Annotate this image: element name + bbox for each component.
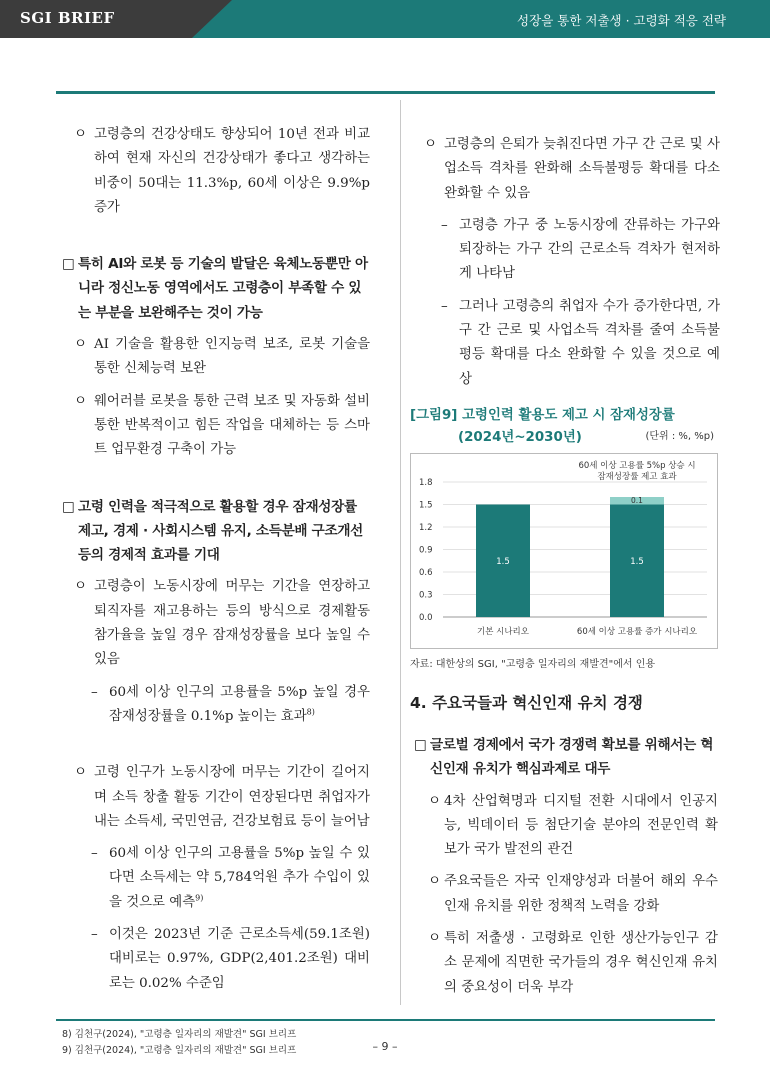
right-bullet-4 <box>410 927 718 1000</box>
right-bullet-1 <box>412 133 720 206</box>
circle-bullet-icon: ㅇ <box>74 127 87 142</box>
left-bullet-5 <box>62 761 370 834</box>
y-tick-label: 0.3 <box>419 590 433 601</box>
right-dash-2 <box>412 295 720 392</box>
right-dash-1 <box>412 214 720 287</box>
y-tick-label: 0.6 <box>419 568 433 578</box>
left-heading-2-text: 고령 인력을 적극적으로 활용할 경우 잠재성장률 제고, 경제 · 사회시스템 유지, 소득분배 구조개선 등의 경제적 효과를 기대 <box>78 498 363 564</box>
footnote-ref-8: 8) <box>306 707 315 717</box>
right-heading-1 <box>410 733 718 782</box>
circle-bullet-icon: ㅇ <box>74 337 87 353</box>
circle-bullet-icon: ㅇ <box>74 393 87 409</box>
circle-bullet-icon: ㅇ <box>428 793 441 809</box>
y-tick-label: 1.2 <box>419 523 433 533</box>
square-bullet-icon: □ <box>62 498 75 515</box>
left-bullet-3 <box>62 390 370 463</box>
dash-bullet-icon: – <box>91 846 98 862</box>
right-bullet-3-text: 주요국들은 자국 인재양성과 더불어 해외 우수인재 유치를 위한 정책적 노력을 강화 <box>444 874 718 914</box>
section-title: 4. 주요국들과 혁신인재 유치 경쟁 <box>410 694 643 712</box>
chart-frame <box>410 453 718 649</box>
right-dash-2-text: 그러나 고령층의 취업자 수가 증가한다면, 가구 간 근로 및 사업소득 격차를 줄여 소득불평등 확대를 다소 완화할 수 있을 것으로 예상 <box>459 298 720 387</box>
left-heading-1 <box>62 252 370 325</box>
left-column <box>62 123 370 996</box>
column-divider <box>400 100 401 1005</box>
x-tick-label-scenario: 60세 이상 고용률 증가 시나리오 <box>576 627 698 637</box>
left-bullet-2-text: AI 기술을 활용한 인지능력 보조, 로봇 기술을 통한 신체능력 보완 <box>94 337 370 377</box>
left-bullet-4 <box>62 575 370 672</box>
circle-bullet-icon: ㅇ <box>74 765 87 781</box>
dash-bullet-icon: – <box>91 927 98 943</box>
x-tick-label-basic: 기본 시나리오 <box>477 627 529 637</box>
right-bullet-1-text: 고령층의 은퇴가 늦춰진다면 가구 간 근로 및 사업소득 격차를 완화해 소득불평등 확대를 다소 완화할 수 있음 <box>444 137 720 201</box>
right-bullet-2 <box>410 790 718 863</box>
right-dash-1-text: 고령층 가구 중 노동시장에 잔류하는 가구와 퇴장하는 가구 간의 근로소득 격차가 현저하게 나타남 <box>459 217 720 282</box>
left-bullet-1 <box>62 123 370 220</box>
right-bullet-4-text: 특히 저출생 · 고령화로 인한 생산가능인구 감소 문제에 직면한 국가들의 경우 혁신인재 유치의 중요성이 더욱 부각 <box>444 931 718 995</box>
chart-annotation-line-1: 60세 이상 고용률 5%p 상승 시 <box>578 461 696 471</box>
top-rule <box>56 91 715 94</box>
left-bullet-1-text: 고령층의 건강상태도 향상되어 10년 전과 비교하여 현재 자신의 건강상태가 좋다고 생각하는 비중이 50대는 11.3%p, 60세 이상은 9.9%p 증가 <box>94 127 370 215</box>
left-dash-2 <box>62 842 370 915</box>
left-bullet-3-text: 웨어러블 로봇을 통한 근력 보조 및 자동화 설비 통한 반복적이고 힘든 작업을 대체하는 등 스마트 업무환경 구축이 가능 <box>94 393 370 458</box>
right-lower-content <box>410 733 718 1000</box>
y-tick-label: 0.0 <box>419 613 433 623</box>
left-heading-1-text: 특히 AI와 로봇 등 기술의 발달은 육체노동뿐만 아니라 정신노동 영역에서도 고령층이 부족할 수 있는 부분을 보완해주는 것이 가능 <box>78 256 368 321</box>
footnote-9: 9) 김천구(2024), "고령층 일자리의 재발견" SGI 브리프 <box>62 1045 297 1056</box>
header-title: 성장을 통한 저출생 · 고령화 적응 전략 <box>517 13 726 28</box>
right-bullet-3 <box>410 870 718 919</box>
circle-bullet-icon: ㅇ <box>424 137 437 152</box>
square-bullet-icon: □ <box>414 737 427 753</box>
left-bullet-4-text: 고령층이 노동시장에 머무는 기간을 연장하고 퇴직자를 재고용하는 등의 방식으로 경제활동 참가율을 높일 경우 잠재성장률을 보다 높일 수 있음 <box>94 579 370 668</box>
circle-bullet-icon: ㅇ <box>428 874 441 890</box>
dash-bullet-icon: – <box>441 217 448 233</box>
figure-source: 자료: 대한상의 SGI, "고령층 일자리의 재발견"에서 인용 <box>410 659 656 670</box>
page-number: – 9 – <box>372 1040 398 1053</box>
left-dash-3 <box>62 923 370 996</box>
figure-title-line-2: (2024년~2030년) <box>458 430 582 445</box>
brand-logo: SGI BRIEF <box>20 9 115 27</box>
left-dash-2-text: 60세 이상 인구의 고용률을 5%p 높일 수 있다면 소득세는 약 5,784억원 추가 수입이 있을 것으로 예측 <box>109 846 370 910</box>
left-bullet-2 <box>62 333 370 382</box>
chart-annotation-line-2: 잠재성장률 제고 효과 <box>597 472 677 482</box>
right-heading-1-text: 글로벌 경제에서 국가 경쟁력 확보를 위해서는 혁신인재 유치가 핵심과제로 대두 <box>430 737 714 778</box>
bar-value-label-0: 1.5 <box>496 556 510 567</box>
figure-block <box>410 405 720 995</box>
circle-bullet-icon: ㅇ <box>74 579 87 595</box>
left-dash-1 <box>62 681 370 730</box>
bar-value-label-1: 1.5 <box>630 556 644 567</box>
y-tick-label: 1.5 <box>419 500 433 511</box>
increment-value-label: 0.1 <box>631 496 643 505</box>
dash-bullet-icon: – <box>441 298 448 314</box>
left-dash-3-text: 이것은 2023년 기준 근로소득세(59.1조원) 대비로는 0.97%, GDP(2,401.2조원) 대비로는 0.02% 수준임 <box>109 927 370 991</box>
footnote-ref-9: 9) <box>195 893 204 903</box>
square-bullet-icon: □ <box>62 256 75 273</box>
circle-bullet-icon: ㅇ <box>428 931 441 947</box>
left-heading-2 <box>62 495 370 568</box>
bar-chart <box>411 454 717 648</box>
right-bullet-2-text: 4차 산업혁명과 디지털 전환 시대에서 인공지능, 빅데이터 등 첨단기술 분야의 전문인력 확보가 국가 발전의 관건 <box>444 793 718 858</box>
right-column <box>412 133 720 392</box>
footnote-8: 8) 김천구(2024), "고령층 일자리의 재발견" SGI 브리프 <box>62 1029 297 1040</box>
bottom-rule <box>56 1019 715 1021</box>
left-dash-1-text: 60세 이상 인구의 고용률을 5%p 높일 경우 잠재성장률을 0.1%p 높이는 효과 <box>109 684 370 724</box>
left-bullet-5-text: 고령 인구가 노동시장에 머무는 기간이 길어지며 소득 창출 활동 기간이 연장된다면 취업자가 내는 소득세, 국민연금, 건강보험료 등이 늘어남 <box>94 765 370 829</box>
figure-unit: (단위 : %, %p) <box>645 431 714 442</box>
y-tick-label: 0.9 <box>419 545 433 556</box>
dash-bullet-icon: – <box>91 684 98 700</box>
y-tick-label: 1.8 <box>419 478 433 488</box>
figure-title-line-1: [그림9] 고령인력 활용도 제고 시 잠재성장률 <box>410 408 675 423</box>
header-brand-slant <box>192 0 232 38</box>
footnotes <box>62 1027 296 1059</box>
